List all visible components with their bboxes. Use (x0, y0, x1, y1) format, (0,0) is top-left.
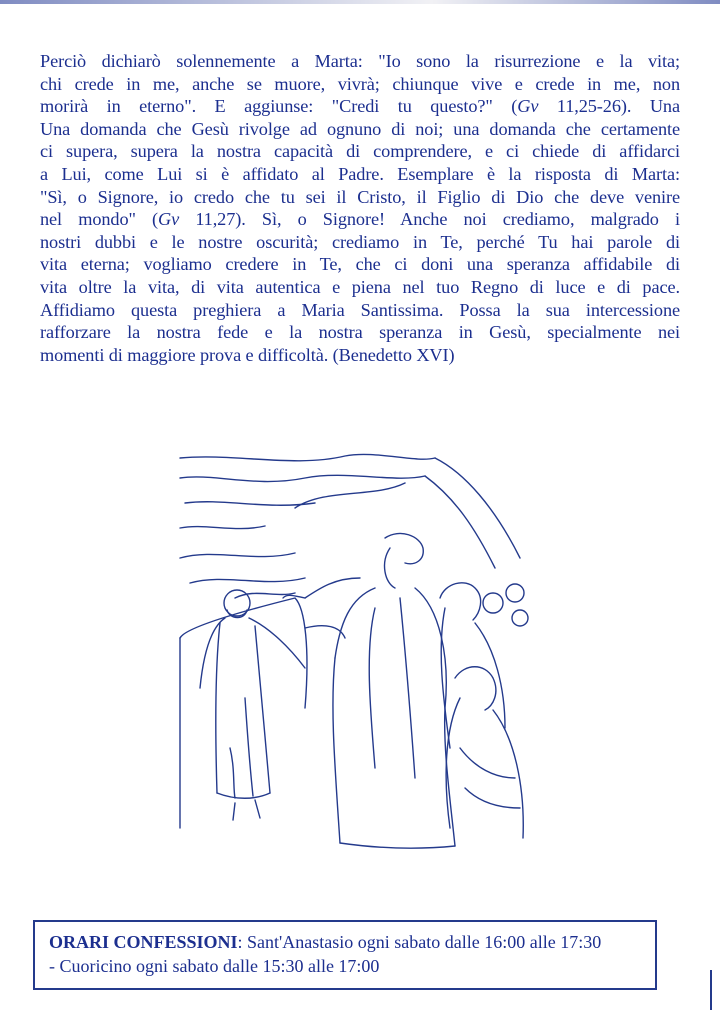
lazarus-illustration-icon (175, 448, 535, 860)
bible-ref-book: Gv (158, 209, 180, 230)
top-edge (0, 0, 720, 4)
bible-ref-book: Gv (517, 96, 539, 117)
text-line: ci supera, supera la nostra capacità di comprendere, e ci chiede di affidarci (40, 141, 680, 162)
schedule-heading: ORARI CONFESSIONI (49, 932, 238, 952)
schedule-line-2: - Cuoricino ogni sabato dalle 15:30 alle 17:00 (49, 956, 380, 976)
text-line: Una domanda che Gesù rivolge ad ognuno di noi; una domanda che certamente (40, 118, 680, 139)
text-line: nel mondo" (Gv 11,27). Sì, o Signore! Anche noi crediamo, malgrado i (40, 209, 680, 230)
text-line: vita oltre la vita, di vita autentica e piena nel tuo Regno di luce e di pace. (40, 276, 680, 297)
text-line: Perciò dichiarò solennemente a Marta: "Io sono la risurrezione e la vita; (40, 51, 680, 71)
text-line: "Sì, o Signore, io credo che tu sei il Cristo, il Figlio di Dio che deve venire (40, 186, 680, 207)
confession-schedule-box (33, 920, 657, 990)
text-line: rafforzare la nostra fede e la nostra speranza in Gesù, specialmente nei (40, 322, 680, 343)
text-line: vita eterna; vogliamo credere in Te, che ci doni una speranza affidabile di (40, 254, 680, 275)
text-line: nostri dubbi e le nostre oscurità; crediamo in Te, perché Tu hai parole di (40, 231, 680, 252)
text-line: morirà in eterno". E aggiunse: "Credi tu questo?" (Gv 11,25-26). Una (40, 96, 680, 117)
text-line: momenti di maggiore prova e difficoltà. (Benedetto XVI) (40, 344, 455, 365)
text-line: Affidiamo questa preghiera a Maria Santissima. Possa la sua intercessione (40, 299, 680, 320)
margin-mark (710, 970, 712, 1010)
body-text (40, 50, 680, 366)
schedule-line-1: ORARI CONFESSIONI: Sant'Anastasio ogni sabato dalle 16:00 alle 17:30 (49, 932, 602, 952)
text-line: chi crede in me, anche se muore, vivrà; chiunque vive e crede in me, non (40, 73, 680, 94)
text-line: a Lui, come Lui si è affidato al Padre. Esemplare è la risposta di Marta: (40, 163, 680, 184)
